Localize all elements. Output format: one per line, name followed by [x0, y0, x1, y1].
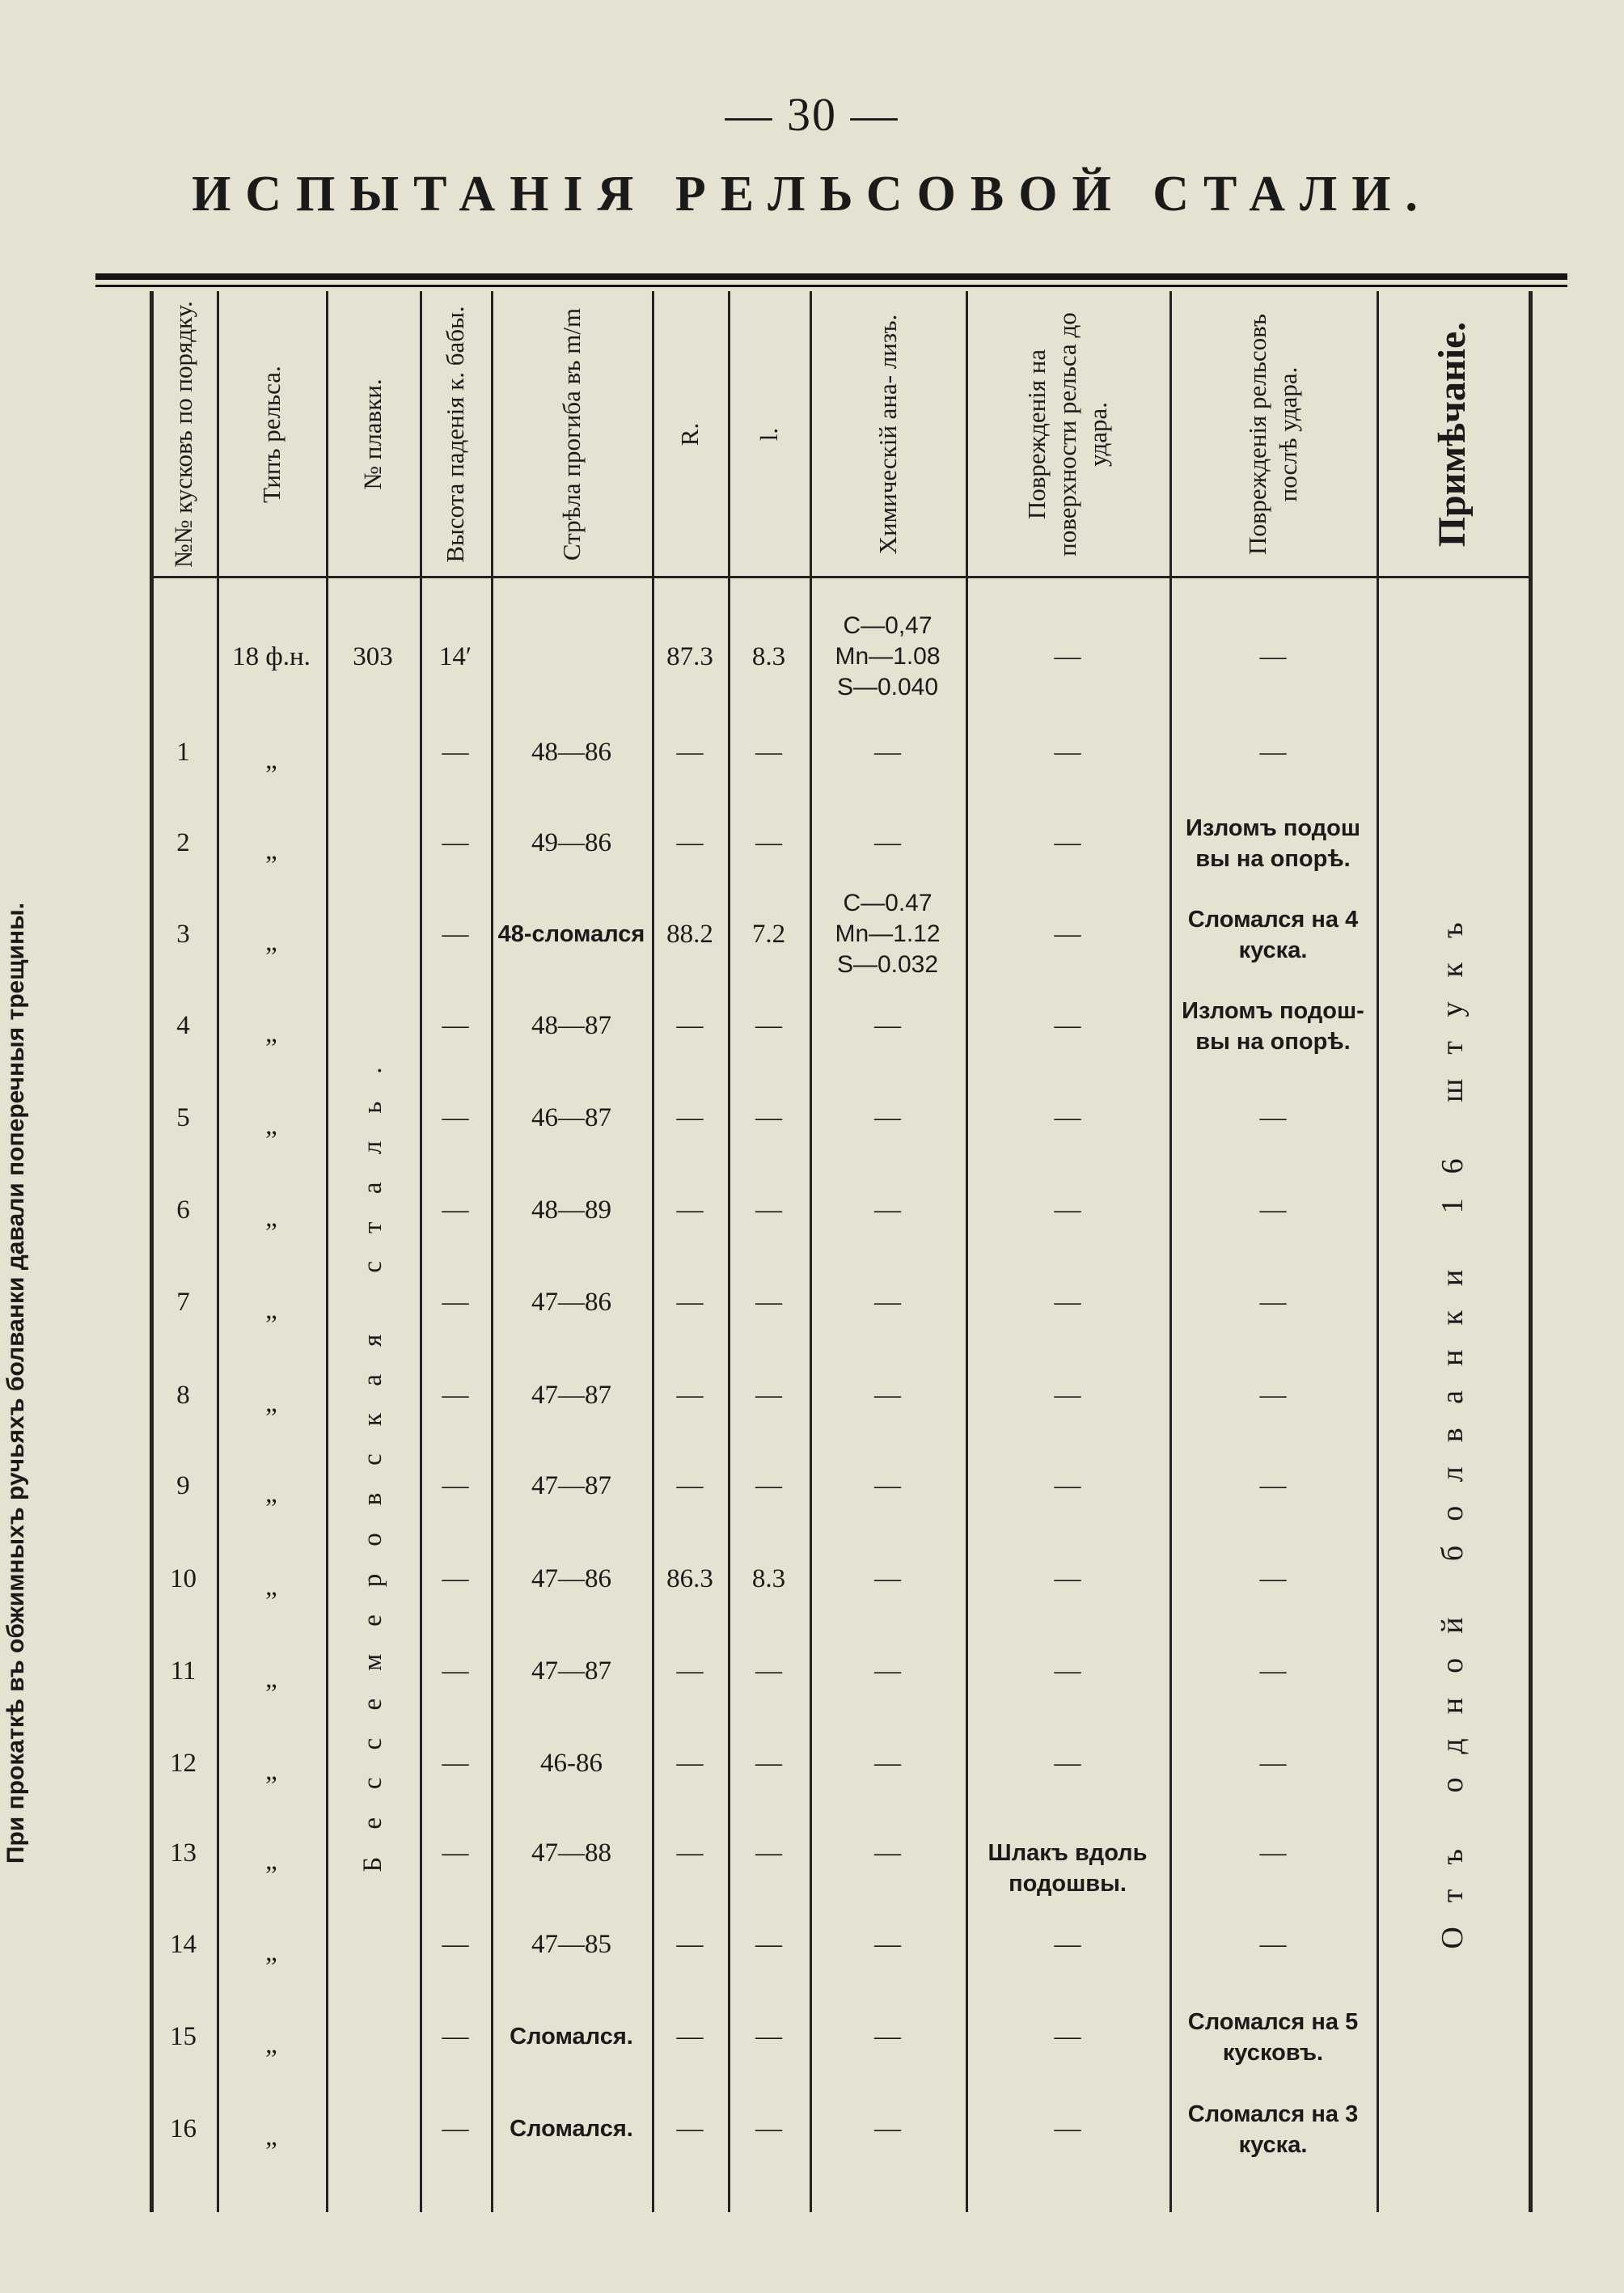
column-rule: [420, 291, 422, 2212]
drop-height: —: [442, 920, 469, 949]
damage-after: Сломался на 4 куска.: [1187, 907, 1359, 963]
value-l: —: [755, 1749, 782, 1778]
rail-type-ditto: „: [265, 1389, 277, 1418]
damage-before: —: [1054, 1195, 1081, 1225]
deflection: 47—87: [531, 1471, 611, 1500]
value-R: —: [676, 1103, 704, 1132]
damage-after: —: [1259, 1656, 1287, 1686]
drop-height: —: [442, 2114, 469, 2143]
value-l: —: [755, 1656, 782, 1686]
value-l: 7.2: [751, 920, 786, 949]
drop-height: —: [442, 1656, 469, 1686]
chemical-analysis: —: [874, 1930, 901, 1959]
deflection: 47—88: [531, 1838, 611, 1868]
column-header: l.: [754, 427, 783, 442]
row-number: 7: [176, 1288, 190, 1317]
column-rule: [810, 291, 812, 2212]
chemical-analysis-line: S—0.040: [836, 674, 939, 700]
rail-type-ditto: „: [265, 1204, 277, 1233]
value-l: —: [755, 1195, 782, 1225]
drop-height: —: [442, 1749, 469, 1778]
damage-before: —: [1054, 642, 1081, 671]
damage-after: —: [1259, 1103, 1287, 1132]
row-number: 8: [176, 1381, 190, 1410]
drop-height: —: [442, 1103, 469, 1132]
drop-height: —: [442, 1195, 469, 1225]
value-R: —: [676, 1930, 704, 1959]
damage-after: —: [1259, 1471, 1287, 1500]
damage-after: Сломался на 3 куска.: [1187, 2101, 1359, 2158]
rail-type-ditto: „: [265, 1479, 277, 1508]
damage-before: Шлакъ вдоль подошвы.: [988, 1840, 1148, 1897]
rail-type-ditto: „: [265, 1938, 277, 1967]
deflection: 48-сломался: [497, 921, 645, 947]
table-header-rule: [150, 576, 1529, 578]
drop-height: —: [442, 1564, 469, 1593]
column-rule: [150, 291, 154, 2212]
column-rule: [326, 291, 328, 2212]
row-number: 15: [170, 2022, 197, 2051]
damage-after: —: [1259, 1930, 1287, 1959]
damage-after: —: [1259, 738, 1287, 767]
chemical-analysis: —: [874, 1011, 901, 1040]
row-number: 14: [170, 1930, 197, 1959]
damage-before: —: [1054, 1011, 1081, 1040]
damage-before: —: [1054, 1471, 1081, 1500]
chemical-analysis: —: [874, 1103, 901, 1132]
column-header: №№ кусковъ по порядку.: [168, 301, 197, 568]
value-l: —: [755, 738, 782, 767]
drop-height: —: [442, 2022, 469, 2051]
deflection: Сломался.: [510, 2116, 633, 2142]
column-header: Высота паденія к. бабы.: [441, 306, 469, 563]
rail-type-ditto: „: [265, 1847, 277, 1876]
column-header: Стрѣла прогиба въ m/m: [556, 307, 586, 561]
chemical-analysis: —: [874, 738, 901, 767]
deflection: 46-86: [540, 1749, 603, 1778]
chemical-analysis: —: [874, 1564, 901, 1593]
value-R: 87.3: [666, 642, 713, 671]
value-R: —: [676, 828, 704, 857]
value-R: —: [676, 1656, 704, 1686]
damage-before: —: [1054, 738, 1081, 767]
chemical-analysis-line: C—0,47: [843, 612, 933, 639]
rail-type-ditto: „: [265, 1296, 277, 1325]
damage-before: —: [1054, 1103, 1081, 1132]
drop-height: —: [442, 1011, 469, 1040]
value-l: —: [755, 828, 782, 857]
damage-before: —: [1054, 2022, 1081, 2051]
column-header: № плавки.: [358, 379, 387, 490]
damage-after: —: [1259, 1564, 1287, 1593]
rail-type-ditto: „: [265, 836, 277, 865]
chemical-analysis: —: [874, 1656, 901, 1686]
rail-type-ditto: „: [265, 928, 277, 957]
drop-height: —: [442, 738, 469, 767]
column-rule: [1169, 291, 1172, 2212]
damage-before: —: [1054, 1288, 1081, 1317]
value-R: —: [676, 1011, 704, 1040]
row-number: 4: [176, 1011, 190, 1040]
value-l: —: [755, 1103, 782, 1132]
rail-type-ditto: „: [265, 1665, 277, 1694]
damage-before: —: [1054, 1564, 1081, 1593]
column-header: Химическій ана- лизъ.: [873, 314, 902, 555]
row-number: 16: [170, 2114, 197, 2143]
chemical-analysis: —: [874, 1838, 901, 1868]
page-title: ИСПЫТАНІЯ РЕЛЬСОВОЙ СТАЛИ.: [192, 167, 1432, 222]
damage-before: —: [1054, 1381, 1081, 1410]
deflection: Сломался.: [510, 2024, 633, 2050]
row-number: 2: [176, 828, 190, 857]
chemical-analysis: —: [874, 1381, 901, 1410]
chemical-analysis-line: S—0.032: [836, 951, 939, 978]
deflection: 47—87: [531, 1656, 611, 1686]
column-header: Поврежденія на поверхности рельса до удара.: [1022, 312, 1112, 556]
value-l: —: [755, 1838, 782, 1868]
column-header: R.: [675, 422, 704, 446]
row-number: 12: [170, 1749, 197, 1778]
chemical-analysis: —: [874, 1195, 901, 1225]
damage-after: —: [1259, 1195, 1287, 1225]
value-l: —: [755, 1930, 782, 1959]
rail-type-ditto: „: [265, 746, 277, 775]
column-rule: [728, 291, 730, 2212]
rail-type-ditto: „: [265, 2122, 277, 2151]
row-number: 5: [176, 1103, 190, 1132]
rail-type-ditto: „: [265, 1757, 277, 1786]
deflection: 47—86: [531, 1564, 611, 1593]
table-rule-top-thin: [95, 285, 1567, 287]
value-R: —: [676, 1288, 704, 1317]
value-l: 8.3: [751, 642, 786, 671]
damage-after: —: [1259, 1749, 1287, 1778]
value-R: 88.2: [666, 920, 713, 949]
table-rule-top: [95, 273, 1567, 280]
rail-type: 18 ф.н.: [232, 642, 311, 671]
column-header: Примѣчаніе.: [1431, 321, 1474, 548]
note-column-text: Отъ одной болванки 16 штукъ: [1436, 898, 1470, 1949]
damage-after: Изломъ подош вы на опорѣ.: [1185, 815, 1361, 872]
damage-after: Сломался на 5 кусковъ.: [1187, 2009, 1359, 2066]
value-R: —: [676, 738, 704, 767]
value-R: 86.3: [666, 1564, 713, 1593]
deflection: 47—86: [531, 1288, 611, 1317]
deflection: 48—87: [531, 1011, 611, 1040]
chemical-analysis-line: Mn—1.12: [835, 920, 941, 947]
drop-height: —: [442, 828, 469, 857]
rail-type-ditto: „: [265, 1572, 277, 1601]
damage-after: —: [1259, 1838, 1287, 1868]
drop-height: —: [442, 1381, 469, 1410]
drop-height: —: [442, 1930, 469, 1959]
drop-height: —: [442, 1838, 469, 1868]
value-R: —: [676, 1749, 704, 1778]
row-number: 13: [170, 1838, 197, 1868]
damage-before: —: [1054, 1930, 1081, 1959]
damage-after: —: [1259, 1381, 1287, 1410]
deflection: 47—85: [531, 1930, 611, 1959]
remark-column-text: При прокаткѣ въ обжимныхъ ручьяхъ болванки давали поперечныя трещины.: [2, 902, 29, 1864]
value-R: —: [676, 1471, 704, 1500]
deflection: 48—89: [531, 1195, 611, 1225]
row-number: 3: [176, 920, 190, 949]
drop-height: —: [442, 1288, 469, 1317]
deflection: 47—87: [531, 1381, 611, 1410]
value-R: —: [676, 2114, 704, 2143]
damage-before: —: [1054, 1749, 1081, 1778]
row-number: 6: [176, 1195, 190, 1225]
value-R: —: [676, 1195, 704, 1225]
deflection: 49—86: [531, 828, 611, 857]
chemical-analysis: —: [874, 2114, 901, 2143]
damage-before: —: [1054, 1656, 1081, 1686]
chemical-analysis-line: C—0.47: [843, 890, 933, 916]
deflection: 46—87: [531, 1103, 611, 1132]
damage-before: —: [1054, 920, 1081, 949]
value-R: —: [676, 1381, 704, 1410]
column-rule: [491, 291, 493, 2212]
column-header: Типъ рельса.: [256, 366, 285, 503]
chemical-analysis: —: [874, 1471, 901, 1500]
damage-before: —: [1054, 828, 1081, 857]
row-number: 9: [176, 1471, 190, 1500]
column-rule: [652, 291, 654, 2212]
column-rule: [1529, 291, 1533, 2212]
rail-type-ditto: „: [265, 2030, 277, 2059]
row-number: 11: [170, 1656, 197, 1686]
value-l: 8.3: [751, 1564, 786, 1593]
page-number: — 30 —: [725, 88, 899, 141]
row-number: 1: [176, 738, 190, 767]
chemical-analysis-line: Mn—1.08: [835, 643, 941, 670]
value-l: —: [755, 1011, 782, 1040]
value-l: —: [755, 1471, 782, 1500]
column-rule: [217, 291, 219, 2212]
melt-number: 303: [353, 642, 393, 671]
melt-column-text: Бессемеровская сталь.: [358, 1039, 387, 1872]
value-l: —: [755, 2114, 782, 2143]
rail-type-ditto: „: [265, 1019, 277, 1048]
deflection: 48—86: [531, 738, 611, 767]
column-header: Поврежденія рельсовъ послѣ удара.: [1243, 314, 1302, 555]
value-R: —: [676, 1838, 704, 1868]
damage-before: —: [1054, 2114, 1081, 2143]
chemical-analysis: —: [874, 1288, 901, 1317]
damage-after: Изломъ подош- вы на опорѣ.: [1182, 998, 1364, 1055]
value-l: —: [755, 1381, 782, 1410]
value-l: —: [755, 2022, 782, 2051]
drop-height: —: [442, 1471, 469, 1500]
damage-after: —: [1259, 1288, 1287, 1317]
chemical-analysis: —: [874, 828, 901, 857]
value-l: —: [755, 1288, 782, 1317]
value-R: —: [676, 2022, 704, 2051]
row-number: 10: [170, 1564, 197, 1593]
column-rule: [1377, 291, 1379, 2212]
chemical-analysis: —: [874, 2022, 901, 2051]
damage-after: —: [1259, 642, 1287, 671]
rail-type-ditto: „: [265, 1111, 277, 1140]
drop-height: 14′: [438, 642, 472, 671]
column-rule: [966, 291, 968, 2212]
chemical-analysis: —: [874, 1749, 901, 1778]
